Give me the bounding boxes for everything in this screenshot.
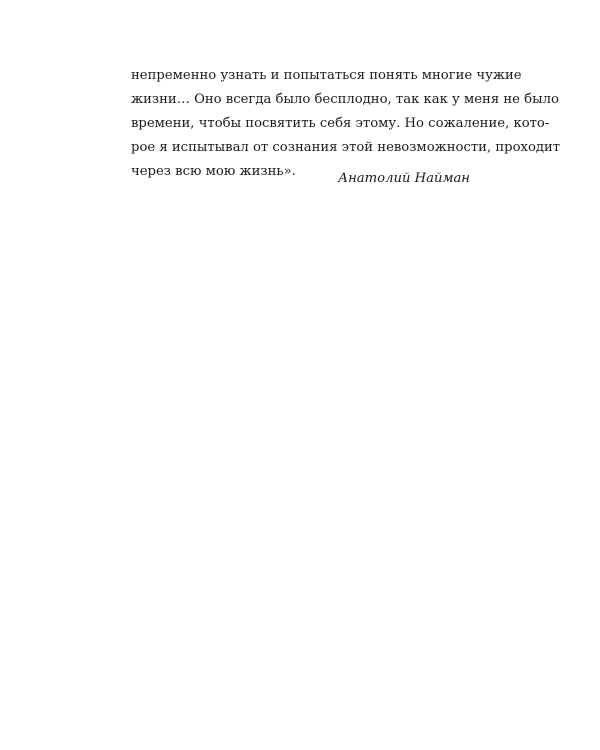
passage-line-4: рое я испытывал от сознания этой невозможности, проходит [131, 140, 561, 155]
passage-line-2: жизни… Оно всегда было бесплодно, так как у меня не было [131, 92, 559, 107]
passage-line-1: непременно узнать и попытаться понять многие чужие [131, 68, 522, 83]
quote-passage [131, 64, 561, 184]
passage-line-5: через всю мою жизнь». [131, 164, 296, 179]
author-signature: Анатолий Найман [338, 171, 470, 186]
passage-line-3: времени, чтобы посвятить себя этому. Но сожаление, кото- [131, 116, 550, 131]
